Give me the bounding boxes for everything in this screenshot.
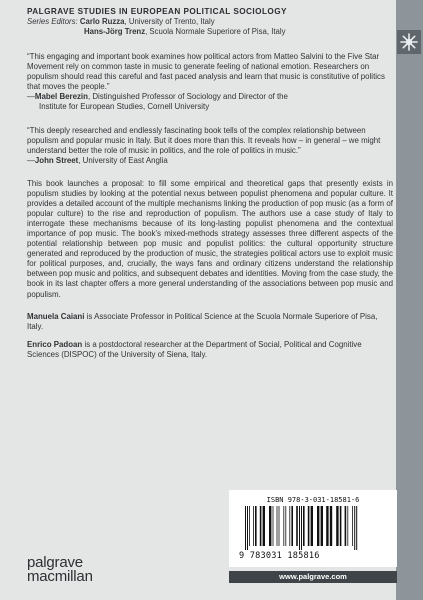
author-bio-text: is a postdoctoral researcher at the Department of Social, Political and Cognitive Sciences (DISPOC) of the University of Siena, Italy. [27, 339, 362, 359]
palgrave-logo [397, 30, 421, 54]
publisher-url[interactable]: www.palgrave.com [229, 571, 397, 583]
barcode-bar [299, 506, 300, 550]
barcode-bar [260, 506, 262, 546]
barcode [243, 506, 383, 550]
quote-attribution [27, 156, 393, 166]
barcode-bar [347, 506, 348, 546]
spine-strip [396, 0, 423, 600]
barcode-bar [289, 506, 290, 546]
barcode-bar [263, 506, 265, 546]
barcode-bar [277, 506, 278, 546]
series-editors [27, 17, 393, 37]
barcode-bar [352, 506, 353, 546]
editor-affiliation: , Scuola Normale Superiore of Pisa, Italy [145, 27, 286, 36]
quote-affiliation: Institute for European Studies, Cornell University [39, 102, 210, 111]
barcode-bar [273, 506, 274, 546]
barcode-bar [340, 506, 342, 546]
editor-name: Carlo Ruzza [79, 17, 125, 26]
author-bio-text: is Associate Professor in Political Science at the Scuola Normale Superiore of Pisa, Italy. [27, 311, 378, 331]
author-bio [27, 340, 393, 360]
endorsement-quote: “This engaging and important book examines how political actors from Matteo Salvini to the Five Star Movement rely on common taste in music to generate feeling of national emotion. Researchers on populism should read this careful and fast paced analysis and learn that music is constitutive of politics that moves the people.” [27, 52, 385, 91]
attribution-dash: — [27, 156, 35, 165]
barcode-digits: 9 783031 185816 [239, 551, 320, 561]
series-title: PALGRAVE STUDIES IN EUROPEAN POLITICAL SOCIOLOGY [27, 7, 287, 16]
barcode-bar [311, 506, 313, 546]
barcode-bar [285, 506, 286, 546]
publisher-line: palgrave [27, 554, 83, 571]
quote-author: Mabel Berezin [34, 92, 88, 101]
quote-affiliation: , University of East Anglia [78, 156, 168, 165]
back-cover-text [27, 7, 393, 360]
barcode-bar [291, 506, 293, 546]
endorsement-quote: “This deeply researched and endlessly fascinating book tells of the complex relationship between populism and popular music in Italy. But it does more than this. It reveals how – in general – we might understand better the role of music in politics, and the role of politics in music.” [27, 126, 381, 155]
author-name: Manuela Caiani [27, 311, 85, 321]
barcode-bar [269, 506, 271, 546]
quote-attribution [27, 92, 393, 102]
barcode-bar [253, 506, 254, 546]
barcode-bar [336, 506, 338, 546]
barcode-bar [354, 506, 355, 550]
barcode-bar [345, 506, 347, 546]
attribution-dash: — [27, 92, 35, 101]
author-bio [27, 312, 393, 332]
editor-name: Hans-Jörg Trenz [84, 27, 146, 36]
palgrave-star-icon [397, 30, 421, 54]
barcode-bar [326, 506, 328, 546]
barcode-area [229, 490, 397, 567]
barcode-bar [303, 506, 305, 546]
isbn-label: ISBN 978-3-031-18581-6 [266, 496, 360, 504]
publisher-line: macmillan [27, 568, 93, 585]
publisher-logo [27, 556, 93, 584]
barcode-bar [317, 506, 319, 546]
barcode-bar [283, 506, 284, 546]
barcode-bar [301, 506, 302, 550]
barcode-bar [321, 506, 323, 546]
barcode-bar [249, 506, 250, 546]
barcode-bar [279, 506, 280, 546]
barcode-bar [330, 506, 332, 546]
barcode-bar [296, 506, 298, 546]
quote-author: John Street [34, 156, 79, 165]
barcode-bar [247, 506, 248, 550]
barcode-bar [308, 506, 310, 546]
barcode-bar [356, 506, 357, 550]
author-name: Enrico Padoan [27, 339, 83, 349]
editors-label: Series Editors: [27, 17, 78, 26]
quote-affiliation: , Distinguished Professor of Sociology and Director of the [87, 92, 288, 101]
barcode-bar [255, 506, 257, 546]
barcode-bar [245, 506, 246, 550]
editor-affiliation: , University of Trento, Italy [124, 17, 215, 26]
book-description: This book launches a proposal: to fill some empirical and theoretical gaps that presently exists in populism studies by looking at the potential nexus between populist phenomena and popular culture. It provides a detailed account of the multiple mechanisms linking the production of pop music (as a form of popular culture) to the rise and reproduction of populism. The authors use a case study of Italy to interrogate these mechanisms because of its long-lasting populist phenomena and the contextual importance of pop music. The book’s mixed-methods strategy assesses three different aspects of the potential relationship between pop music and populist politics: the cultural opportunity structure generated and reproduced by the production of music, the strategies political actors use to exploit music for political purposes, and, crucially, the ways fans and ordinary citizens understand the relationship between pop music and politics, and subsequent debates and identities. Moving from the case study, the book in its last chapter offers a more general understanding of the associations between pop music and populism. [27, 179, 393, 299]
